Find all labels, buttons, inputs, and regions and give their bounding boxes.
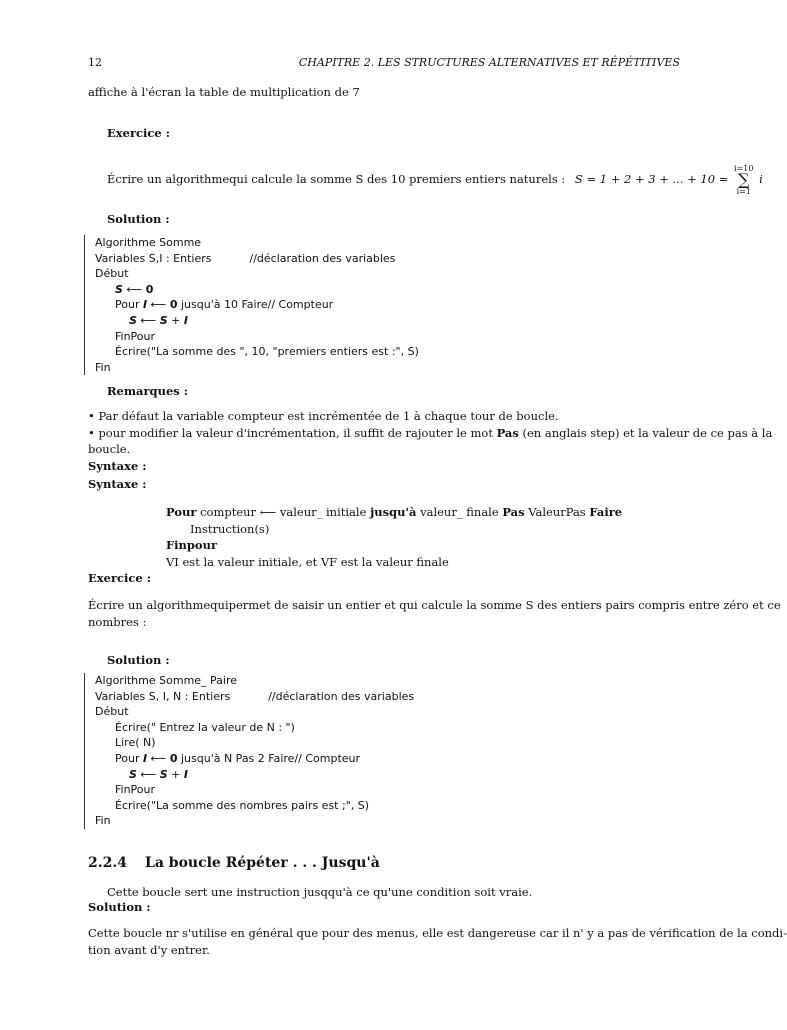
algo2-line: Lire( N) xyxy=(115,736,156,750)
exercise1-text: Écrire un algorithmequi calcule la somme S des 10 premiers entiers naturels : xyxy=(107,172,566,186)
algo2-token: I xyxy=(183,767,188,781)
algorithm-block-1 xyxy=(84,235,419,375)
remarks-block xyxy=(88,408,773,474)
algo2-token: S xyxy=(159,767,168,781)
algo2-line: FinPour xyxy=(115,783,156,797)
algo1-token: ⟵ xyxy=(136,313,160,327)
syntax-block xyxy=(166,504,622,570)
syntax-line: Instruction(s) xyxy=(190,521,270,536)
algo2-token: ⟵ xyxy=(136,767,160,781)
formula-lhs: S = 1 + 2 + 3 + ... + 10 = xyxy=(574,172,729,186)
algo1-line: FinPour xyxy=(115,329,156,343)
algo1-line xyxy=(95,297,419,313)
section-solution-label: Solution : xyxy=(88,900,151,914)
algo2-line: Algorithme Somme_ Paire xyxy=(95,674,238,687)
algo2-token: I xyxy=(142,751,148,765)
algo2-line xyxy=(95,689,414,705)
section-number: 2.2.4 xyxy=(88,855,127,871)
summation xyxy=(734,164,753,196)
algo1-token: S xyxy=(115,282,123,296)
algo1-token: I xyxy=(142,298,148,312)
algo2-line: Fin xyxy=(95,814,111,828)
sum-lower: i=1 xyxy=(736,187,751,196)
remarks-heading: Remarques : xyxy=(107,384,188,398)
remark-bullet-2-cont: boucle. xyxy=(88,442,131,456)
algo2-line: Début xyxy=(95,705,129,719)
algo2-token: ⟵ xyxy=(147,751,170,765)
syntax-kw: Faire xyxy=(589,505,623,519)
algo1-line: Début xyxy=(95,267,129,281)
sum-var: i xyxy=(759,172,763,186)
section-intro: Cette boucle sert une instruction jusqqu'à ce qu'une condition soit vraie. xyxy=(107,885,533,899)
algo1-line xyxy=(95,251,419,267)
algo1-line: Écrire("La somme des ", 10, "premiers entiers est :", S) xyxy=(115,345,419,359)
intro-line: affiche à l'écran la table de multiplication de 7 xyxy=(88,85,360,99)
algo2-line: Écrire("La somme des nombres pairs est ;", S) xyxy=(115,798,370,812)
exercise2-statement xyxy=(88,597,781,630)
algo1-line xyxy=(95,282,419,298)
remark-text: • pour modifier la valeur d'incrémentation, il suffit de rajouter le mot xyxy=(88,425,497,440)
exercise2-heading: Exercice : xyxy=(88,571,151,585)
algo1-line: Fin xyxy=(95,360,111,374)
remark-bullet-1: • Par défaut la variable compteur est incrémentée de 1 à chaque tour de boucle. xyxy=(88,409,559,423)
algo1-token: ⟵ xyxy=(122,282,146,296)
algo2-token: jusqu'à N Pas 2 Faire// Compteur xyxy=(177,751,361,765)
syntax-line xyxy=(166,504,622,521)
syntax-label: Syntaxe : xyxy=(88,458,147,473)
algo1-token: 0 xyxy=(145,282,154,296)
algo2-line xyxy=(95,767,414,783)
sigma-symbol: ∑ xyxy=(738,170,750,189)
section-para-line: Cette boucle nr s'utilise en général que pour des menus, elle est dangereuse car il n' y a pas de vérification de la condi- xyxy=(88,926,787,940)
syntax-line: VI est la valeur initiale, et VF est la valeur finale xyxy=(166,554,449,569)
algo1-token: S xyxy=(159,313,168,327)
algo1-line: Algorithme Somme xyxy=(95,236,202,249)
section-para-line: tion avant d'y entrer. xyxy=(88,942,210,957)
syntax-text: ValeurPas xyxy=(524,505,590,519)
algo2-token: + xyxy=(167,767,184,781)
chapter-title: CHAPITRE 2. LES STRUCTURES ALTERNATIVES ET RÉPÉTITIVES xyxy=(298,56,680,69)
algo2-vars: Variables S, I, N : Entiers xyxy=(95,689,231,703)
syntax-kw: Pour xyxy=(166,505,197,519)
remark-keyword: Pas xyxy=(496,425,519,440)
algo2-token: S xyxy=(129,767,137,781)
syntax-line: Finpour xyxy=(166,538,218,552)
sum-upper: i=10 xyxy=(734,164,754,173)
algo2-token: Pour xyxy=(115,751,143,765)
remark-text: (en anglais step) et la valeur de ce pas à la xyxy=(518,425,773,440)
algorithm-block-2 xyxy=(84,673,414,829)
algo1-token: + xyxy=(167,313,184,327)
section-heading xyxy=(88,855,380,871)
exercise2-line: Écrire un algorithmequipermet de saisir un entier et qui calcule la somme S des entiers pairs compris entre zéro et ce xyxy=(88,598,781,612)
syntax-text: compteur ⟵ valeur_ initiale xyxy=(196,505,371,519)
algo1-line xyxy=(95,313,419,329)
exercise1-statement xyxy=(107,164,763,196)
syntax-text: valeur_ finale xyxy=(416,505,503,519)
algo1-token: ⟵ xyxy=(147,298,170,312)
algo1-token: jusqu'à 10 Faire// Compteur xyxy=(177,298,334,312)
algo2-comment: //déclaration des variables xyxy=(268,689,415,703)
exercise1-heading: Exercice : xyxy=(107,126,170,140)
remark-bullet-2 xyxy=(88,425,773,442)
algo1-token: S xyxy=(129,313,137,327)
solution2-heading: Solution : xyxy=(107,653,170,667)
algo1-vars: Variables S,I : Entiers xyxy=(95,251,212,265)
algo2-line: Écrire(" Entrez la valeur de N : ") xyxy=(115,720,295,734)
section-title: La boucle Répéter . . . Jusqu'à xyxy=(144,855,380,871)
algo1-token: 0 xyxy=(169,298,178,312)
section-paragraph xyxy=(88,925,787,958)
syntax-kw: Pas xyxy=(502,505,525,519)
exercise2-line: nombres : xyxy=(88,614,147,629)
algo1-token: I xyxy=(183,313,188,327)
algo1-token: Pour xyxy=(115,298,143,312)
syntax-label-2: Syntaxe : xyxy=(88,477,147,491)
algo2-line xyxy=(95,751,414,767)
algo2-token: 0 xyxy=(169,751,178,765)
algo1-comment: //déclaration des variables xyxy=(249,251,396,265)
page-number: 12 xyxy=(88,56,102,69)
solution1-heading: Solution : xyxy=(107,212,170,226)
syntax-kw: jusqu'à xyxy=(370,505,417,519)
